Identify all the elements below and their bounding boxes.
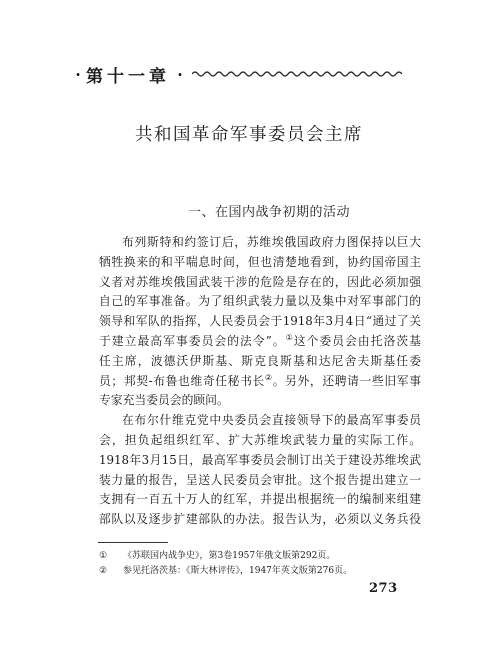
footnote-divider (98, 542, 168, 543)
footnote-text: 《苏联国内战争史》，第3卷1957年俄文版第292页。 (123, 551, 336, 561)
footnote-text: 参见托洛茨基：《斯大林评传》，1947年英文版第276页。 (123, 566, 353, 576)
footnote-item (99, 549, 421, 564)
body-text (99, 233, 421, 530)
body-line: 支拥有一百五十万人的红军，并提出根据统一的编制来组建 (99, 492, 421, 507)
body-line-text: 这个委员会由托洛茨基 (293, 333, 421, 348)
body-line-text: 。另外，还聘请一些旧军事 (272, 373, 421, 388)
footnote-mark: ① (99, 551, 108, 561)
chapter-dot-left: · (75, 64, 81, 84)
body-line: 任主席，波德沃伊斯基、斯克良斯基和达尼舍夫斯基任委 (99, 353, 421, 368)
body-line: 自己的军事准备。为了组织武装力量以及集中对军事部门的 (99, 294, 421, 309)
body-line: 1918年3月15日，最高军事委员会制订出关于建设苏维埃武 (99, 452, 421, 467)
body-line: 会，担负起组织红军、扩大苏维埃武装力量的实际工作。 (99, 432, 421, 447)
body-line: 专家充当委员会的顾问。 (99, 393, 229, 408)
body-line: 牺牲换来的和平喘息时间，但也清楚地看到，协约国帝国主 (99, 254, 421, 269)
wavy-rule-ornament (192, 69, 402, 79)
body-line: 义者对苏维埃俄国武装干涉的危险是存在的，因此必须加强 (99, 274, 421, 289)
body-line (99, 332, 421, 352)
footnote-item (99, 564, 421, 579)
body-line-text: 于建立最高军事委员会的法令”。 (99, 333, 286, 348)
footnote-ref[interactable]: ① (285, 333, 294, 343)
chapter-heading (72, 62, 432, 86)
footnote-mark: ② (99, 566, 108, 576)
chapter-label: 第十一章 (86, 66, 170, 87)
body-line: 部队以及逐步扩建部队的办法。报告认为，必须以义务兵役 (99, 512, 421, 527)
page-title: 共和国革命军事委员会主席 (135, 125, 363, 145)
chapter-dot-right: · (177, 64, 183, 84)
body-line (99, 372, 421, 392)
body-line-text: 员；邦契-布鲁也维奇任秘书长 (99, 373, 265, 388)
footnote-ref[interactable]: ② (264, 372, 273, 382)
footnotes (99, 549, 421, 579)
page-number: 273 (369, 581, 398, 596)
body-line: 布列斯特和约签订后，苏维埃俄国政府力图保持以巨大 (122, 235, 421, 249)
body-line: 装力量的报告，呈送人民委员会审批。这个报告提出建立一 (99, 472, 421, 487)
body-line: 在布尔什维克党中央委员会直接领导下的最高军事委员 (122, 413, 421, 428)
body-line: 领导和军队的指挥，人民委员会于1918年3月4日“通过了关 (99, 314, 421, 329)
section-heading: 一、在国内战争初期的活动 (187, 205, 350, 220)
